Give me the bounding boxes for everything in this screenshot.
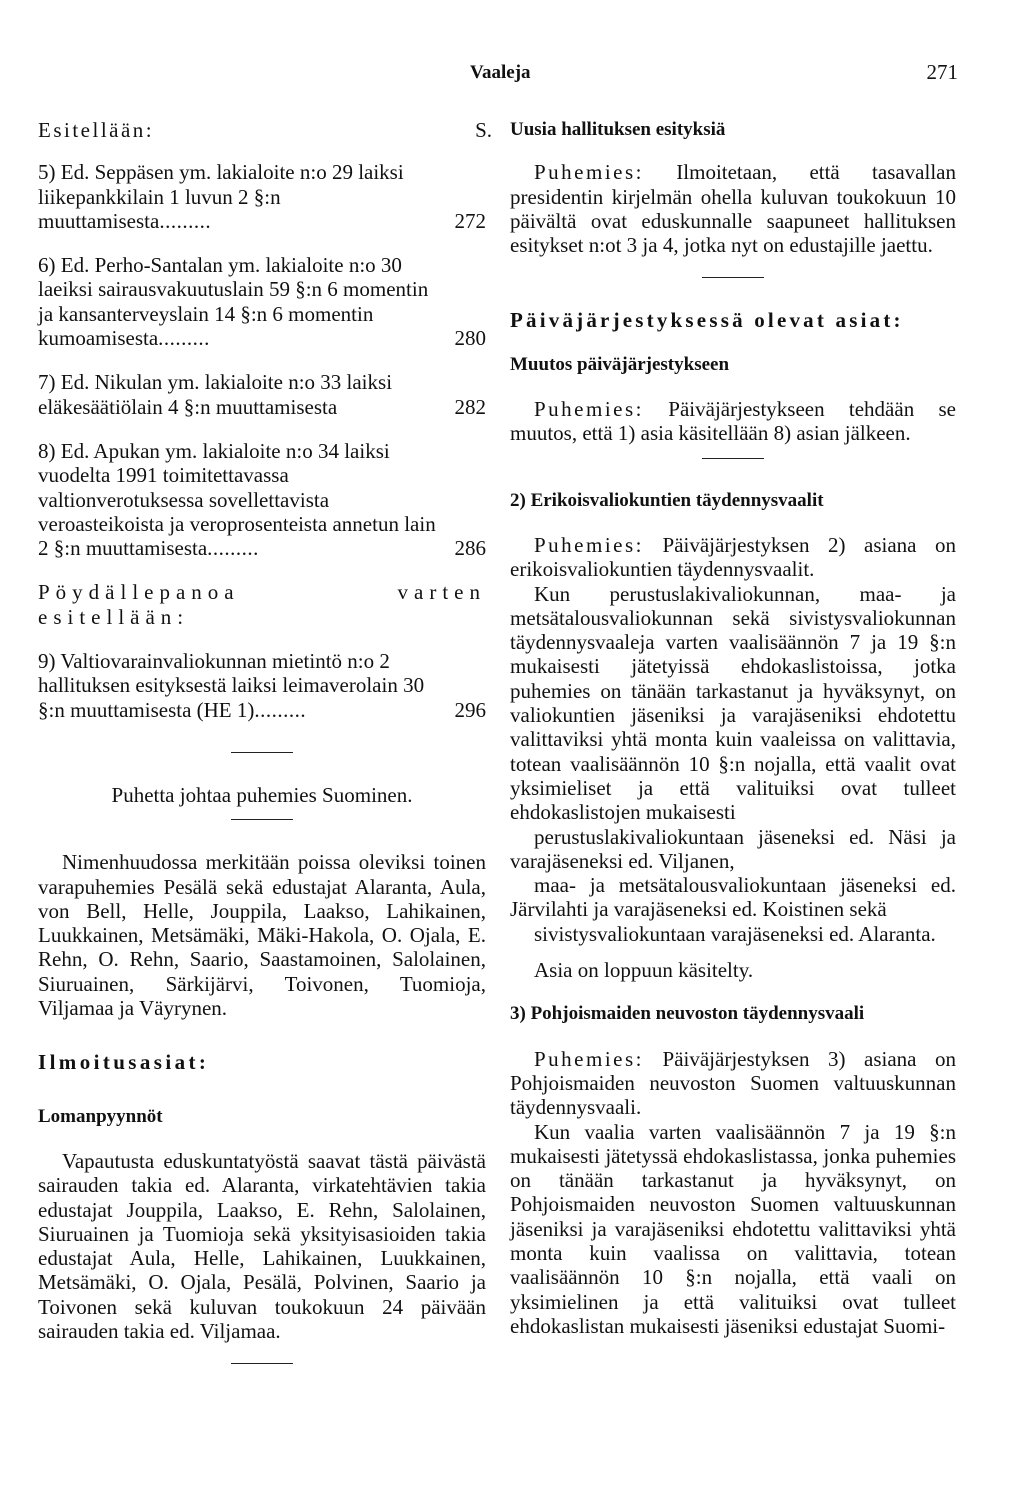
agenda-matters-heading: Päiväjärjestyksessä olevat asiat: <box>510 308 904 333</box>
ilmoitusasiat-heading: Ilmoitusasiat: <box>38 1050 210 1075</box>
agenda-item-7 <box>38 370 486 419</box>
running-title: Vaaleja <box>470 62 531 83</box>
agenda-item-9: 9) Valtiovarainvaliokunnan mietintö n:o 2 hallituksen esityksestä laiksi leimaverolain 30 §:n muuttamisesta (HE 1)......... 296 <box>38 649 486 722</box>
speaker-label: Puhemies: <box>534 1046 644 1071</box>
committee-elections-intro: Puhemies: Päiväjärjestyksen 2) asiana on erikoisvaliokuntien täydennysvaalit. <box>510 532 956 582</box>
page-column-label: S. <box>475 118 492 142</box>
new-bills-paragraph: Puhemies: Ilmoitetaan, että tasavallan presidentin kirjelmän ohella kuluvan toukokuun 10 päivältä ovat eduskunnalle saapuneet hallituksen esitykset n:ot 3 ja 4, jotka nyt on edustajille jaettu. <box>510 160 956 258</box>
agenda-item-text: 5) Ed. Seppäsen ym. lakialoite n:o 29 laiksi liikepankkilain 1 luvun 2 §:n muuttamisesta <box>38 160 404 233</box>
poydallepanoa-heading: Pöydällepanoa varten esitellään: <box>38 580 486 629</box>
agenda-item-6: 6) Ed. Perho-Santalan ym. lakialoite n:o 30 laeiksi sairausvakuutuslain 59 §:n 6 momentin ja kansanterveyslain 14 §:n 6 momentin kumoamisesta......... 280 <box>38 253 486 351</box>
absentees-paragraph: Nimenhuudossa merkitään poissa oleviksi toinen varapuhemies Pesälä sekä edustajat Alaranta, Aula, von Bell, Helle, Jouppila, Laakso, Lahikainen, Luukkainen, Metsämäki, Mäki-Hakola, O. Ojala, E. Rehn, O. Rehn, Saario, Saastamoinen, Salolainen, Siuruainen, Särkijärvi, Toivonen, Tuomioja, Viljamaa ja Väyrynen. <box>38 850 486 1021</box>
nordic-council-paragraph: Kun vaalia varten vaalisäännön 7 ja 19 §:n mukaisesti jätetyssä ehdokaslistassa, jonka puhemies on tänään tarkastanut ja hyväksynyt, on Pohjoismaiden neuvoston Suomen valtuuskunnan jäseniksi ja varajäseniksi ehdotettu valittaviksi yhtä monta kuin vaalissa on valittavia, totean vaalisäännön 10 §:n nojalla, että vaali on yksimielinen ja että valituiksi ovat tulleet ehdokaslistan mukaisesti jäseniksi edustajat Suomi- <box>510 1119 956 1338</box>
chair-note: Puhetta johtaa puhemies Suominen. <box>111 782 413 807</box>
agenda-item-text: 7) Ed. Nikulan ym. lakialoite n:o 33 laiksi eläkesäätiölain 4 §:n muuttamisesta <box>38 370 393 419</box>
agenda-item-page: 286 <box>454 536 486 561</box>
speaker-label: Puhemies: <box>534 160 644 185</box>
committee-elected-1: perustuslakivaliokuntaan jäseneksi ed. Näsi ja varajäseneksi ed. Viljanen, <box>510 824 956 873</box>
committee-elected-3: sivistysvaliokuntaan varajäseneksi ed. Alaranta. <box>534 921 936 946</box>
speaker-label: Puhemies: <box>534 397 644 422</box>
agenda-change-heading: Muutos päiväjärjestykseen <box>510 353 730 375</box>
agenda-item-page: 280 <box>454 326 486 351</box>
committee-elections-closing: Asia on loppuun käsitelty. <box>534 958 754 983</box>
page-header <box>0 58 1024 90</box>
committee-elections-paragraph: Kun perustuslakivaliokunnan, maa- ja metsätalousvaliokunnan sekä sivistysvaliokunnan täydennysvaaleja varten vaalisäännön 7 ja 19 §:n mukaisesti jätetyissä ehdokaslistoissa, jotka puhemies on tänään tarkastanut ja hyväksynyt, on valiokuntien jäseniksi ja varajäseniksi ehdotettu valittaviksi yhtä monta kuin vaaleissa on valittavia, totean vaalisäännön 10 §:n nojalla, että vaalit ovat yksimieliset ja että valituiksi ovat tulleet ehdokaslistojen mukaisesti <box>510 581 956 825</box>
lomanpyynnot-heading: Lomanpyynnöt <box>38 1105 163 1127</box>
committee-elected-2: maa- ja metsätalousvaliokuntaan jäseneksi ed. Järvilahti ja varajäseneksi ed. Koistinen sekä <box>510 873 956 922</box>
leave-paragraph: Vapautusta eduskuntatyöstä saavat tästä päivästä sairauden takia ed. Alaranta, virkatehtävien takia edustajat Jouppila, Laakso, E. Rehn, Salolainen, Siuruainen ja Tuomioja sekä yksityisasioiden takia edustajat Aula, Helle, Lahikainen, Luukkainen, Metsämäki, O. Ojala, Pesälä, Polvinen, Saario ja Toivonen sekä kuluvan toukokuun 24 päivään sairauden takia ed. Viljamaa. <box>38 1148 486 1343</box>
committee-elections-heading: 2) Erikoisvaliokuntien täydennysvaalit <box>510 489 824 511</box>
page-number: 271 <box>926 60 958 84</box>
left-column <box>38 118 492 1364</box>
nordic-council-heading: 3) Pohjoismaiden neuvoston täydennysvaali <box>510 1003 865 1025</box>
section-divider <box>231 1363 293 1364</box>
agenda-item-text: 6) Ed. Perho-Santalan ym. lakialoite n:o 30 laeiksi sairausvakuutuslain 59 §:n 6 momentin ja kansanterveyslain 14 §:n 6 momentin kumoamisesta <box>38 253 429 351</box>
agenda-heading-row <box>38 118 492 142</box>
agenda-item-page: 296 <box>454 697 486 722</box>
right-column <box>510 118 956 1338</box>
new-bills-heading: Uusia hallituksen esityksiä <box>510 119 726 140</box>
agenda-item-page: 272 <box>454 208 486 233</box>
agenda-item-5: 5) Ed. Seppäsen ym. lakialoite n:o 29 laiksi liikepankkilain 1 luvun 2 §:n muuttamisesta......... 272 <box>38 160 486 233</box>
nordic-council-intro: Puhemies: Päiväjärjestyksen 3) asiana on Pohjoismaiden neuvoston Suomen valtuuskunnan täydennysvaali. <box>510 1046 956 1120</box>
speaker-label: Puhemies: <box>534 532 644 557</box>
agenda-item-page: 282 <box>454 394 486 419</box>
esitellaan-heading: Esitellään: <box>38 118 155 142</box>
agenda-item-8: 8) Ed. Apukan ym. lakialoite n:o 34 laiksi vuodelta 1991 toimitettavassa valtionverotuksessa sovellettavista veroasteikoista ja veroprosenteista annetun lain 2 §:n muuttamisesta......... 286 <box>38 438 486 561</box>
agenda-change-paragraph: Puhemies: Päiväjärjestykseen tehdään se muutos, että 1) asia käsitellään 8) asian jälkeen. <box>510 397 956 446</box>
agenda-item-text: 9) Valtiovarainvaliokunnan mietintö n:o 2 hallituksen esityksestä laiksi leimaverolain 30 §:n muuttamisesta (HE 1) <box>38 649 425 722</box>
agenda-item-text: 8) Ed. Apukan ym. lakialoite n:o 34 laiksi vuodelta 1991 toimitettavassa valtionverotuksessa sovellettavista veroasteikoista ja veroprosenteista annetun lain 2 §:n muuttamisesta <box>38 438 436 561</box>
